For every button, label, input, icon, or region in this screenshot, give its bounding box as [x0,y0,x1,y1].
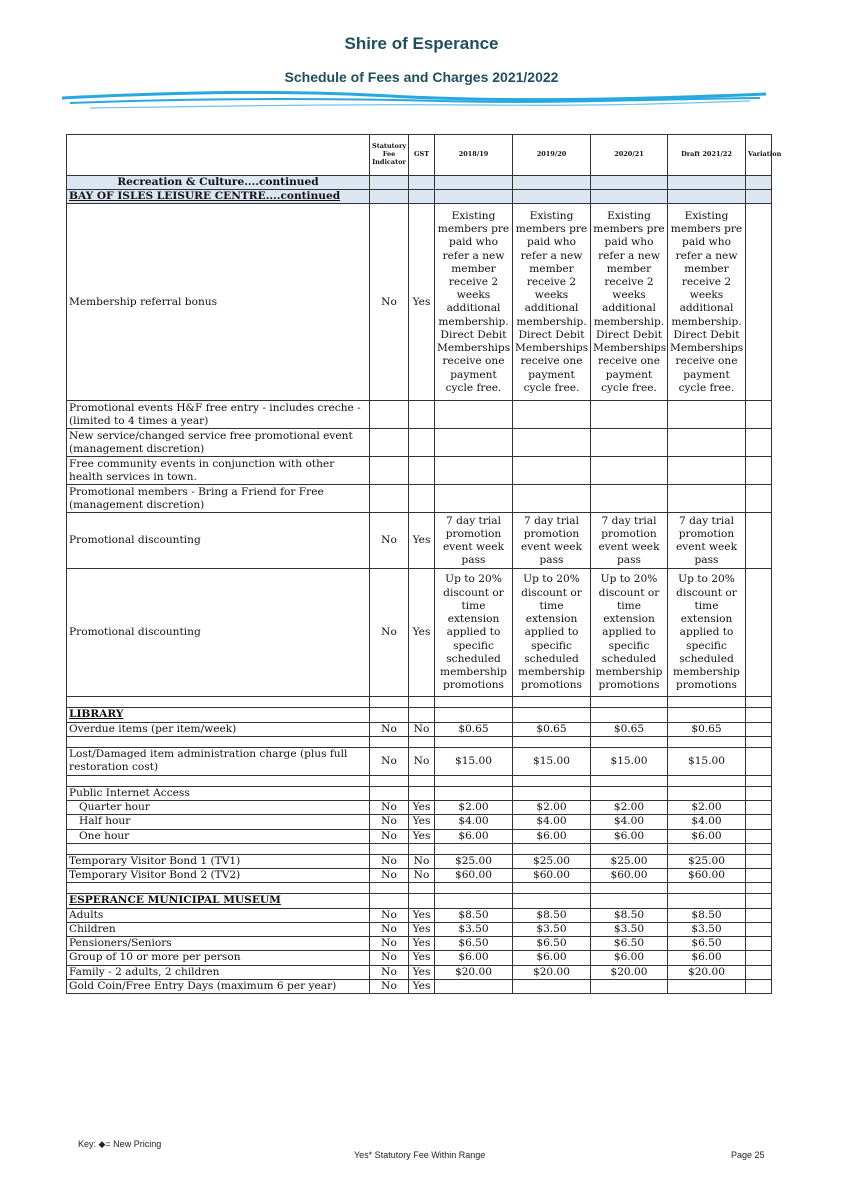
header-row [67,135,772,176]
col-gst: GST [409,135,435,176]
table-row: Lost/Damaged item administration charge (plus full restoration cost) No No $15.00 $15.00 $15.00 $15.00 [67,747,772,775]
section-row [67,176,772,190]
spacer-row [67,883,772,894]
col-description [67,135,370,176]
spacer-row [67,775,772,786]
section-heading: Recreation & Culture....continued [67,176,370,190]
table-row: Promotional discounting No Yes Up to 20% discount or time extension applied to specific scheduled membership promotions Up to 20% discount or time extension applied to specific scheduled membership promotions Up to 20% discount or time extension applied to specific scheduled membership promotions Up to 20% discount or time extension applied to specific scheduled membership promotions [67,569,772,697]
table-row: Group of 10 or more per person No Yes $6.00 $6.00 $6.00 $6.00 [67,951,772,965]
fees-table [66,134,782,994]
table-row: Adults No Yes $8.50 $8.50 $8.50 $8.50 [67,908,772,922]
museum-heading: ESPERANCE MUNICIPAL MUSEUM [67,894,370,908]
table-row: Promotional discounting No Yes 7 day trial promotion event week pass 7 day trial promotion event week pass 7 day trial promotion event week pass 7 day trial promotion event week pass [67,513,772,569]
swoosh-decoration-icon [60,86,770,112]
table-row: Quarter hour No Yes $2.00 $2.00 $2.00 $2.00 [67,801,772,815]
col-variation: Variation [746,135,772,176]
table-row: Gold Coin/Free Entry Days (maximum 6 per year) No Yes [67,979,772,993]
museum-heading-row [67,894,772,908]
table-row: Public Internet Access [67,786,772,800]
col-2019: 2019/20 [513,135,591,176]
table-row: Temporary Visitor Bond 2 (TV2) No No $60.00 $60.00 $60.00 $60.00 [67,869,772,883]
organisation-title: Shire of Esperance [344,34,499,53]
library-heading-row [67,708,772,722]
library-heading: LIBRARY [67,708,370,722]
table-row: Family - 2 adults, 2 children No Yes $20.00 $20.00 $20.00 $20.00 [67,965,772,979]
table-row: Promotional events H&F free entry - includes creche - (limited to 4 times a year) [67,401,772,429]
table-row: Free community events in conjunction with other health services in town. [67,457,772,485]
col-2020: 2020/21 [591,135,668,176]
subsection-heading: BAY OF ISLES LEISURE CENTRE....continued [67,190,370,204]
spacer-row [67,736,772,747]
table-row: New service/changed service free promotional event (management discretion) [67,429,772,457]
page-number: Page 25 [731,1150,765,1160]
col-2021: Draft 2021/22 [668,135,746,176]
table-row: Overdue items (per item/week) No No $0.65 $0.65 $0.65 $0.65 [67,722,772,736]
spacer-row [67,697,772,708]
table-row: Promotional members - Bring a Friend for Free (management discretion) [67,485,772,513]
document-title: Schedule of Fees and Charges 2021/2022 [284,69,559,85]
col-2018: 2018/19 [435,135,513,176]
table-row: Half hour No Yes $4.00 $4.00 $4.00 $4.00 [67,815,772,829]
table-row: One hour No Yes $6.00 $6.00 $6.00 $6.00 [67,829,772,843]
subsection-row [67,190,772,204]
spacer-row [67,843,772,854]
table-row: Pensioners/Seniors No Yes $6.50 $6.50 $6.50 $6.50 [67,937,772,951]
footer-key: Key: ◆= New Pricing [78,1139,162,1149]
table-row: Membership referral bonus No Yes Existing members pre paid who refer a new member receive 2 weeks additional membership. Direct Debit Memberships receive one payment cycle free. Existing members pre paid who refer a new member receive 2 weeks additional membership. Direct Debit Memberships receive one payment cycle free. Existing members pre paid who refer a new member receive 2 weeks additional membership. Direct Debit Memberships receive one payment cycle free. Existing members pre paid who refer a new member receive 2 weeks additional membership. Direct Debit Memberships receive one payment cycle free. [67,204,772,401]
col-statutory: Statutory Fee Indicator [370,135,409,176]
table-row: Children No Yes $3.50 $3.50 $3.50 $3.50 [67,922,772,936]
table-row: Temporary Visitor Bond 1 (TV1) No No $25.00 $25.00 $25.00 $25.00 [67,854,772,868]
footer-note: Yes* Statutory Fee Within Range [354,1150,486,1160]
